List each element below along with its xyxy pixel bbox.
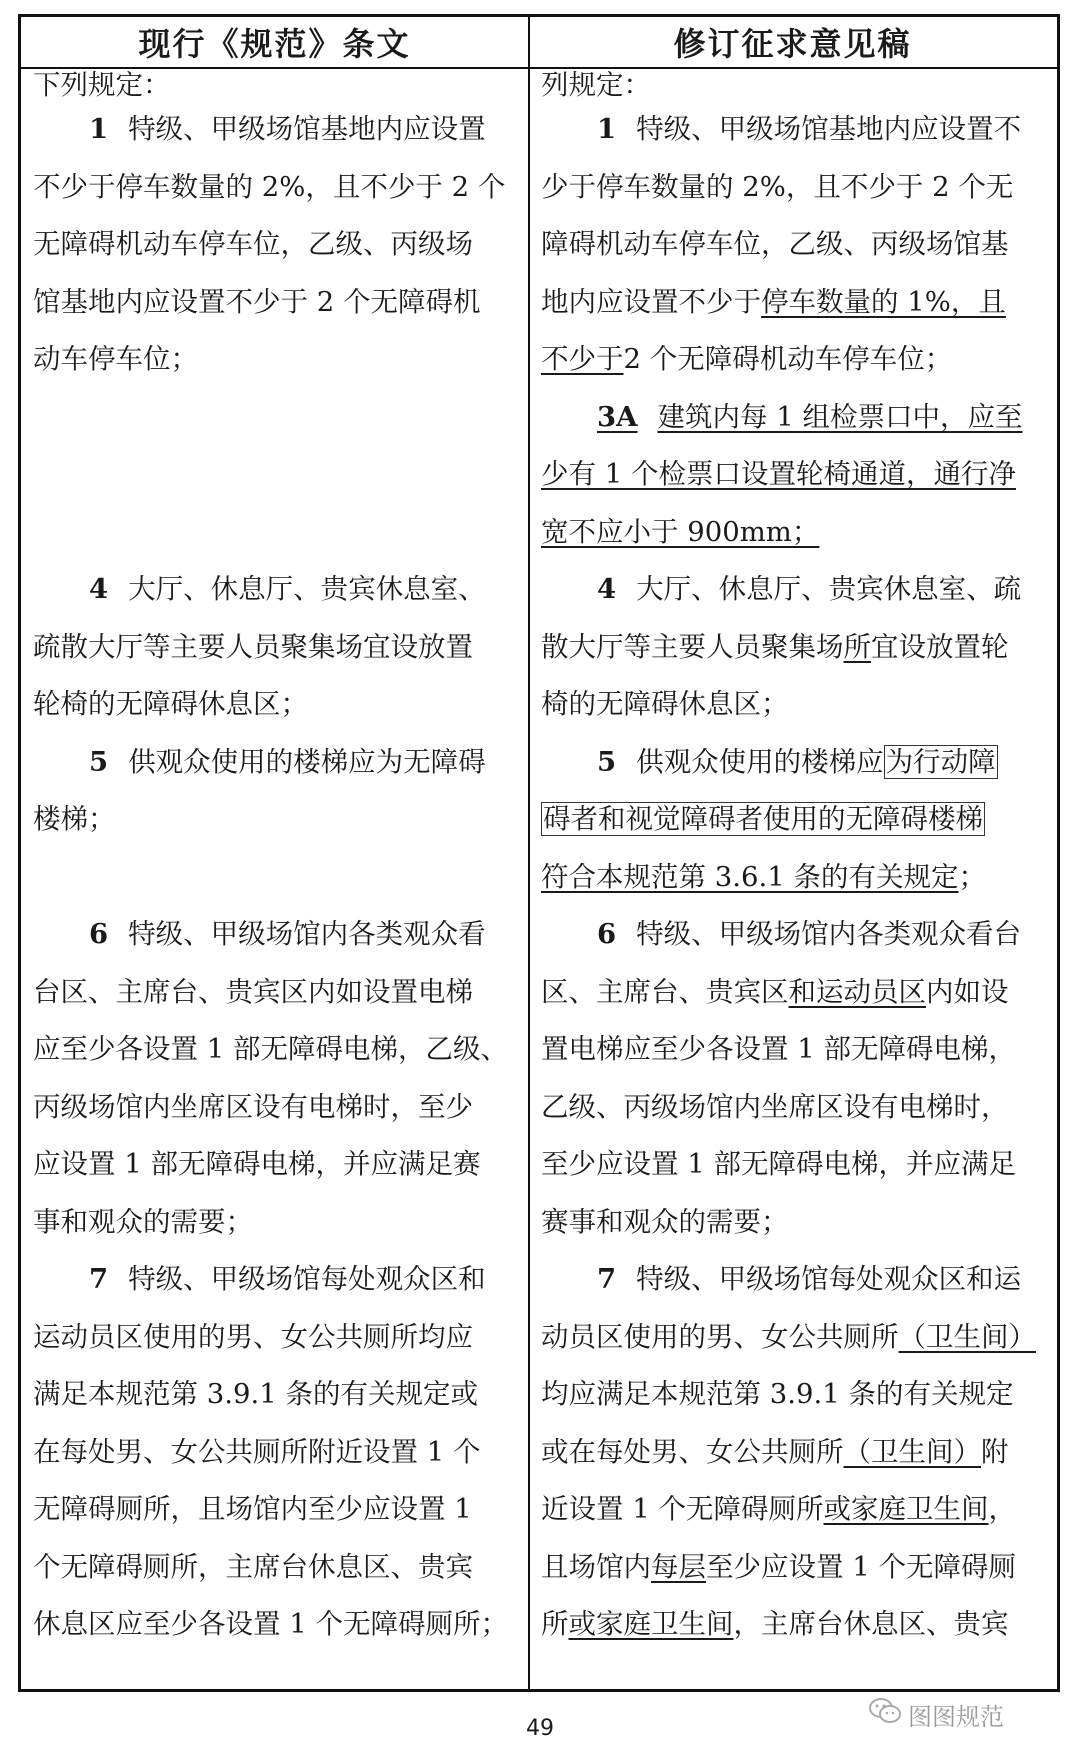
underlined-revision: 所: [843, 630, 871, 663]
clause-number: 3A: [597, 400, 638, 433]
text-line: 满足本规范第 3.9.1 条的有关规定或: [33, 1378, 478, 1410]
underlined-revision: （卫生间）: [898, 1320, 1036, 1353]
clause-6: [33, 906, 519, 964]
table-header: [21, 17, 1057, 69]
text-line: 特级、甲级场馆每处观众区和运: [636, 1263, 1022, 1295]
blank-line: [33, 849, 519, 907]
text-line: 赛事和观众的需要；: [541, 1205, 789, 1238]
blank-line: [33, 446, 519, 504]
text-line: 无障碍机动车停车位，乙级、丙级场: [33, 228, 473, 260]
text-segment: 且场馆内: [541, 1550, 651, 1583]
underlined-revision: 不少于: [541, 343, 624, 375]
text-line: 大厅、休息厅、贵宾休息室、疏: [636, 573, 1022, 605]
clause-number: 7: [89, 1263, 109, 1295]
text-segment: 动员区使用的男、女公共厕所: [541, 1320, 899, 1353]
clause-number: 5: [89, 745, 109, 778]
watermark-text: 图图规范: [908, 1702, 1004, 1731]
text-line: 椅的无障碍休息区；: [541, 688, 789, 720]
underlined-revision: 少有 1 个检票口设置轮椅通道，通行净: [541, 458, 1016, 490]
text-line: [541, 791, 1049, 849]
text-line: 供观众使用的楼梯应为无障碍: [128, 745, 486, 778]
text-line: [541, 1539, 1049, 1597]
clause-4: [541, 561, 1049, 619]
text-line: 置电梯应至少各设置 1 部无障碍电梯，: [541, 1033, 1016, 1065]
underlined-revision: 或家庭卫生间: [568, 1608, 734, 1640]
text-segment: 宜设放置轮: [871, 630, 1009, 663]
text-line: 列规定：: [541, 69, 651, 101]
text-line: 特级、甲级场馆每处观众区和: [128, 1263, 486, 1295]
text-line: [541, 331, 1049, 389]
clause-number: 4: [597, 573, 617, 605]
clause-1: [541, 101, 1049, 159]
text-line: 建筑内每 1 组检票口中，应至: [657, 400, 1023, 433]
text-line: 特级、甲级场馆基地内应设置不: [636, 113, 1022, 145]
text-line: 个无障碍厕所，主席台休息区、贵宾: [33, 1550, 473, 1583]
text-line: [541, 964, 1049, 1022]
column-divider: [528, 17, 530, 1689]
text-segment: ，: [988, 1493, 1016, 1525]
text-line: 在每处男、女公共厕所附近设置 1 个: [33, 1435, 481, 1468]
text-segment: 2 个无障碍机动车停车位；: [623, 343, 953, 375]
header-current-code: 现行《规范》条文: [138, 25, 411, 63]
text-segment: 近设置 1 个无障碍厕所: [541, 1493, 824, 1525]
text-segment: 供观众使用的楼梯应: [636, 745, 884, 778]
clause-number: 6: [597, 918, 617, 950]
clause-6: [541, 906, 1049, 964]
clause-3a: [541, 389, 1049, 447]
text-line: [541, 1481, 1049, 1539]
text-line: [541, 1596, 1049, 1654]
text-segment: 至少应设置 1 个无障碍厕: [706, 1550, 1016, 1583]
clause-number: 6: [89, 918, 109, 950]
clause-number: 1: [597, 113, 617, 145]
clause-4: [33, 561, 519, 619]
text-line: [541, 504, 1049, 562]
text-line: 少于停车数量的 2%，且不少于 2 个无: [541, 170, 1014, 203]
text-line: 特级、甲级场馆基地内应设置: [128, 113, 486, 145]
clause-number: 4: [89, 573, 109, 605]
text-line: 大厅、休息厅、贵宾休息室、: [128, 573, 486, 605]
text-line: [541, 1309, 1049, 1367]
text-segment: 区、主席台、贵宾区: [541, 975, 789, 1008]
text-segment: 或在每处男、女公共厕所: [541, 1435, 844, 1468]
clause-number: 1: [89, 113, 109, 145]
underlined-revision: 宽不应小于 900mm；: [541, 515, 820, 548]
text-line: 下列规定：: [33, 69, 171, 101]
clause-5: [33, 734, 519, 792]
clause-5: [541, 734, 1049, 792]
blank-line: [33, 389, 519, 447]
text-segment: 内如设: [926, 975, 1009, 1008]
text-segment: ；: [958, 860, 986, 893]
text-line: 应至少各设置 1 部无障碍电梯，乙级、: [33, 1033, 508, 1065]
text-line: 休息区应至少各设置 1 个无障碍厕所；: [33, 1608, 508, 1640]
text-line: 应设置 1 部无障碍电梯，并应满足赛: [33, 1148, 481, 1180]
comparison-table: [18, 14, 1060, 1692]
text-segment: ，主席台休息区、贵宾: [733, 1608, 1009, 1640]
text-line: [541, 619, 1049, 677]
text-line: 馆基地内应设置不少于 2 个无障碍机: [33, 285, 481, 318]
text-segment: 所: [541, 1608, 569, 1640]
text-line: 均应满足本规范第 3.9.1 条的有关规定: [541, 1378, 1014, 1410]
page-number: 49: [526, 1716, 554, 1741]
underlined-revision: 符合本规范第 3.6.1 条的有关规定: [541, 860, 959, 893]
text-line: 乙级、丙级场馆内坐席区设有电梯时，: [541, 1090, 1009, 1123]
boxed-deletion: 碍者和视觉障碍者使用的无障碍楼梯: [543, 803, 983, 835]
underlined-revision: 每层: [651, 1550, 706, 1583]
boxed-deletion: 为行动障: [885, 745, 996, 778]
text-line: 轮椅的无障碍休息区；: [33, 688, 308, 720]
underlined-revision: 停车数量的 1%，且: [761, 285, 1006, 318]
clause-number: 5: [597, 745, 617, 778]
clause-7: [541, 1251, 1049, 1309]
text-segment: 地内应设置不少于: [541, 285, 761, 318]
text-line: 疏散大厅等主要人员聚集场宜设放置: [33, 630, 473, 663]
text-segment: 散大厅等主要人员聚集场: [541, 630, 844, 663]
blank-line: [33, 504, 519, 562]
underlined-revision: （卫生间）: [843, 1435, 981, 1468]
clause-7: [33, 1251, 519, 1309]
text-line: 运动员区使用的男、女公共厕所均应: [33, 1320, 473, 1353]
text-line: 特级、甲级场馆内各类观众看台: [636, 918, 1022, 950]
text-line: [541, 849, 1049, 907]
text-line: 事和观众的需要；: [33, 1205, 253, 1238]
text-line: 不少于停车数量的 2%，且不少于 2 个: [33, 170, 506, 203]
clause-1: [33, 101, 519, 159]
text-segment: 附: [981, 1435, 1009, 1468]
text-line: 台区、主席台、贵宾区内如设置电梯: [33, 975, 473, 1008]
underlined-revision: 和运动员区: [788, 975, 926, 1008]
text-line: [541, 446, 1049, 504]
text-line: 无障碍厕所，且场馆内至少应设置 1: [33, 1493, 472, 1525]
text-line: 至少应设置 1 部无障碍电梯，并应满足: [541, 1148, 1016, 1180]
revision-draft-column: [541, 69, 1049, 1654]
text-line: 障碍机动车停车位，乙级、丙级场馆基: [541, 228, 1009, 260]
text-line: 丙级场馆内坐席区设有电梯时，至少: [33, 1090, 473, 1123]
text-line: 特级、甲级场馆内各类观众看: [128, 918, 486, 950]
text-line: 动车停车位；: [33, 343, 198, 375]
clause-number: 7: [597, 1263, 617, 1295]
header-revision-draft: 修订征求意见稿: [673, 25, 912, 63]
underlined-revision: 或家庭卫生间: [823, 1493, 989, 1525]
text-line: [541, 274, 1049, 332]
text-line: [541, 1424, 1049, 1482]
current-code-column: [33, 69, 519, 1654]
text-line: 楼梯；: [33, 803, 116, 835]
